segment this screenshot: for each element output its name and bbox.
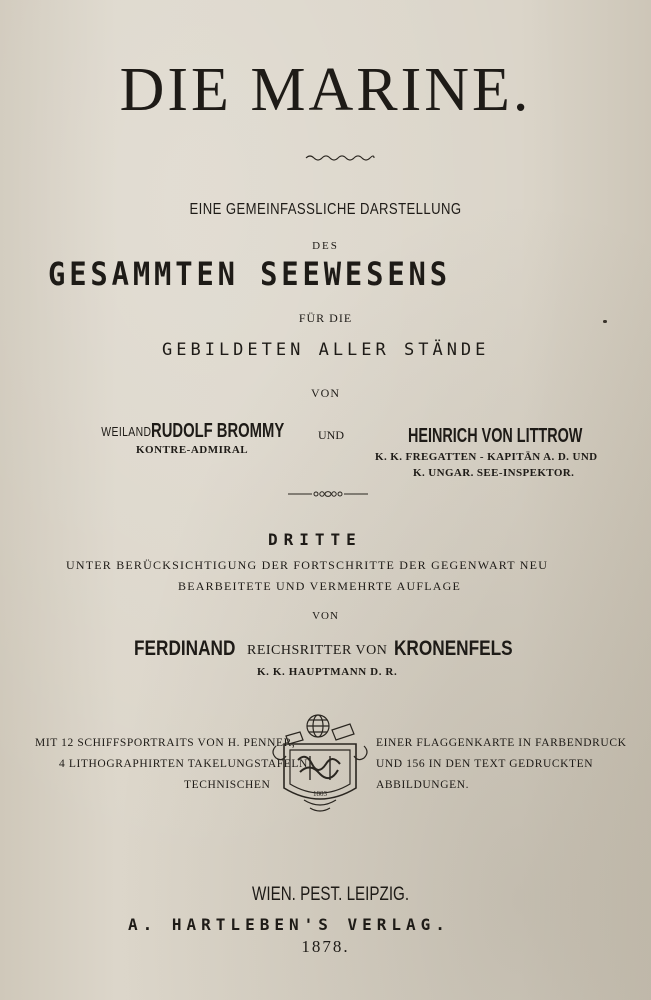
publisher-name: A. HARTLEBEN'S VERLAG. <box>128 915 450 934</box>
illustrations-left-line2: 4 LITHOGRAPHIRTEN TAKELUNGSTAFELN <box>59 758 308 770</box>
author2-name: HEINRICH VON LITTROW <box>408 425 583 447</box>
subtitle-line: EINE GEMEINFASSLICHE DARSTELLUNG <box>189 201 462 218</box>
subtitle-gebildeten: GEBILDETEN ALLER STÄNDE <box>162 340 490 360</box>
author1-rank: KONTRE-ADMIRAL <box>136 444 249 456</box>
edition-line2: BEARBEITETE UND VERMEHRTE AUFLAGE <box>178 579 461 593</box>
author2-rank-line2: K. UNGAR. SEE-INSPEKTOR. <box>413 467 575 479</box>
illustrations-right-line2: UND 156 IN DEN TEXT GEDRUCKTEN <box>376 758 594 770</box>
edition-line1: UNTER BERÜCKSICHTIGUNG DER FORTSCHRITTE DER GEGENWART NEU <box>66 558 549 572</box>
von-label: VON <box>311 386 340 400</box>
subtitle-main: GESAMMTEN SEEWESENS <box>48 255 451 293</box>
publisher-emblem-icon <box>270 712 370 818</box>
author1-name: RUDOLF BROMMY <box>151 420 285 442</box>
emblem-year: 1803 <box>313 790 327 798</box>
editor-rank: K. K. HAUPTMANN D. R. <box>257 666 398 678</box>
illustrations-left-line3: TECHNISCHEN <box>184 779 271 791</box>
ink-speck <box>603 320 607 323</box>
publication-year: 1878. <box>301 937 350 956</box>
illustrations-right-line1: EINER FLAGGENKARTE IN FARBENDRUCK <box>376 737 627 749</box>
editor-last-name: KRONENFELS <box>394 637 513 660</box>
edition-label: DRITTE <box>268 530 362 549</box>
book-title: DIE MARINE. <box>119 56 532 124</box>
scroll-divider-ornament <box>286 488 370 500</box>
subtitle-des: DES <box>312 240 339 252</box>
wavy-divider-ornament <box>304 153 376 163</box>
author2-rank-line1: K. K. FREGATTEN - KAPITÄN A. D. UND <box>375 451 598 463</box>
illustrations-right-line3: ABBILDUNGEN. <box>376 779 470 791</box>
publication-place: WIEN. PEST. LEIPZIG. <box>252 884 410 905</box>
author1-prefix: WEILAND <box>101 424 152 439</box>
editor-first-name: FERDINAND <box>134 637 236 660</box>
illustrations-left-line1: MIT 12 SCHIFFSPORTRAITS VON H. PENNER, <box>35 737 296 749</box>
editor-title: REICHSRITTER VON <box>247 643 388 658</box>
von-label-2: VON <box>312 610 339 622</box>
und-label: UND <box>318 428 344 442</box>
subtitle-fuer: FÜR DIE <box>298 311 353 325</box>
